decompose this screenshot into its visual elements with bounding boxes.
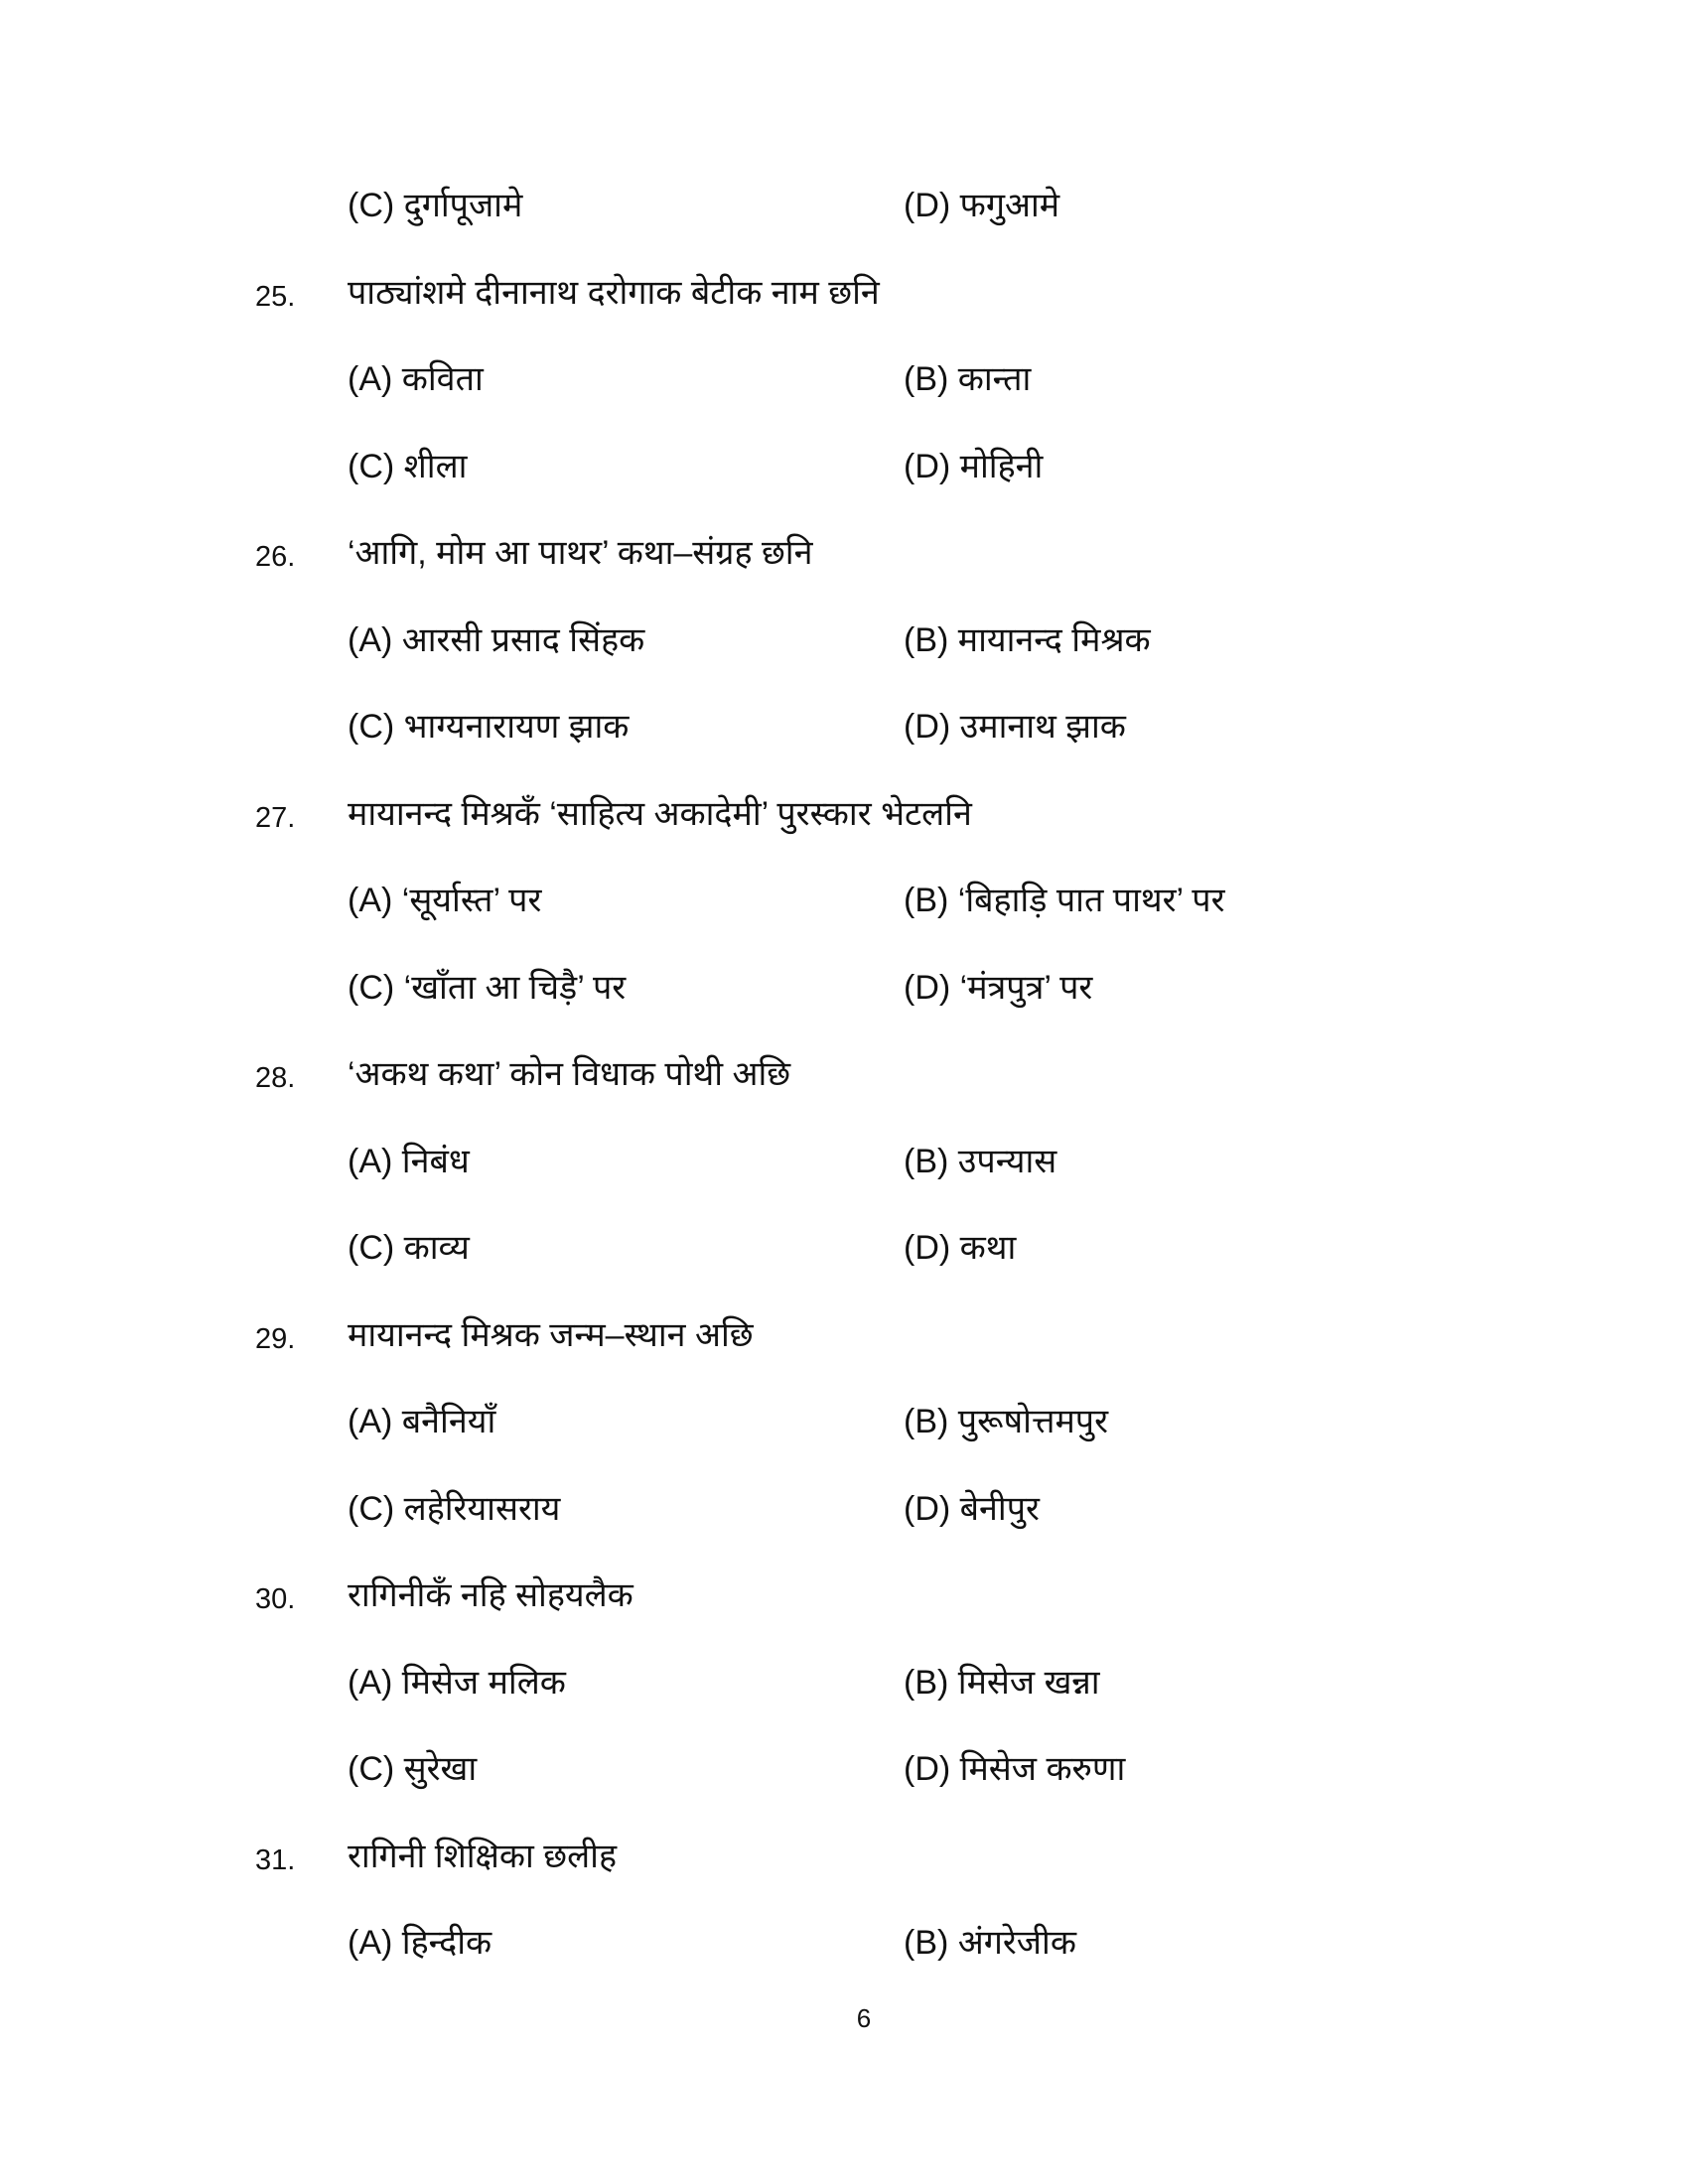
options-row: [0, 1726, 1688, 1814]
option-right: (B) मायानन्द मिश्रक: [904, 620, 1151, 659]
option-right: (B) अंगरेजीक: [904, 1924, 1076, 1962]
options-row: [0, 163, 1688, 250]
option-right: (D) मोहिनी: [904, 447, 1044, 485]
question-number: 28.: [255, 1062, 296, 1094]
options-row: [0, 1205, 1688, 1293]
option-left: (A) ‘सूर्यास्त’ पर: [348, 882, 542, 919]
option-right: (B) ‘बिहाड़ि पात पाथर’ पर: [904, 882, 1225, 919]
option-left: (C) सुरेखा: [348, 1750, 478, 1788]
page-number: 6: [856, 2003, 872, 2033]
options-row: [0, 684, 1688, 771]
option-right: (B) मिसेज खन्ना: [904, 1663, 1100, 1702]
question-text: ‘अकथ कथा’ कोन विधाक पोथी अछि: [348, 1055, 791, 1093]
option-right: (D) फगुआमे: [904, 187, 1060, 224]
option-right: (D) बेनीपुर: [904, 1489, 1040, 1528]
question-row: [0, 771, 1688, 859]
option-right: (D) उमानाथ झाक: [904, 708, 1126, 746]
question-row: [0, 510, 1688, 598]
question-number: 31.: [255, 1843, 296, 1876]
question-text: पाठ्यांशमे दीनानाथ दरोगाक बेटीक नाम छनि: [348, 273, 880, 312]
options-row: [0, 1379, 1688, 1466]
question-number: 30.: [255, 1583, 296, 1615]
option-left: (A) कविता: [348, 360, 484, 398]
options-row: [0, 1466, 1688, 1554]
option-left: (C) भाग्यनारायण झाक: [348, 708, 630, 746]
question-row: [0, 250, 1688, 338]
question-row: [0, 1293, 1688, 1380]
option-right: (B) कान्ता: [904, 360, 1032, 398]
question-row: [0, 1031, 1688, 1119]
option-left: (C) लहेरियासराय: [348, 1489, 561, 1528]
option-left: (C) ‘खाँता आ चिड़ै’ पर: [348, 968, 627, 1007]
option-left: (A) हिन्दीक: [348, 1924, 492, 1962]
question-row: [0, 1814, 1688, 1901]
option-left: (C) काव्य: [348, 1229, 470, 1267]
question-list: [0, 163, 1688, 1987]
option-right: (D) कथा: [904, 1229, 1017, 1267]
question-text: ‘आगि, मोम आ पाथर’ कथा–संग्रह छनि: [348, 534, 813, 572]
options-row: [0, 424, 1688, 511]
question-text: मायानन्द मिश्रक जन्म–स्थान अछि: [348, 1315, 754, 1354]
options-row: [0, 337, 1688, 424]
option-right: (B) पुरूषोत्तमपुर: [904, 1403, 1109, 1440]
options-row: [0, 1900, 1688, 1987]
question-text: रागिनी शिक्षिका छलीह: [348, 1837, 618, 1875]
question-text: रागिनीकँ नहि सोहयलैक: [348, 1576, 633, 1614]
question-number: 25.: [255, 280, 296, 313]
option-left: (A) निबंध: [348, 1142, 470, 1180]
options-row: [0, 858, 1688, 945]
option-right: (D) ‘मंत्रपुत्र’ पर: [904, 968, 1093, 1007]
option-left: (A) बनैनियाँ: [348, 1403, 496, 1440]
option-right: (B) उपन्यास: [904, 1142, 1057, 1180]
question-text: मायानन्द मिश्रकँ ‘साहित्य अकादेमी’ पुरस्कार भेटलनि: [348, 794, 972, 833]
question-number: 27.: [255, 801, 296, 834]
option-left: (A) मिसेज मलिक: [348, 1663, 566, 1702]
option-left: (C) दुर्गापूजामे: [348, 187, 523, 224]
question-number: 29.: [255, 1322, 296, 1355]
option-left: (A) आरसी प्रसाद सिंहक: [348, 620, 645, 659]
options-row: [0, 945, 1688, 1032]
question-number: 26.: [255, 541, 296, 573]
option-left: (C) शीला: [348, 447, 468, 485]
options-row: [0, 1640, 1688, 1727]
options-row: [0, 598, 1688, 685]
option-right: (D) मिसेज करुणा: [904, 1750, 1126, 1788]
options-row: [0, 1119, 1688, 1206]
question-row: [0, 1553, 1688, 1640]
